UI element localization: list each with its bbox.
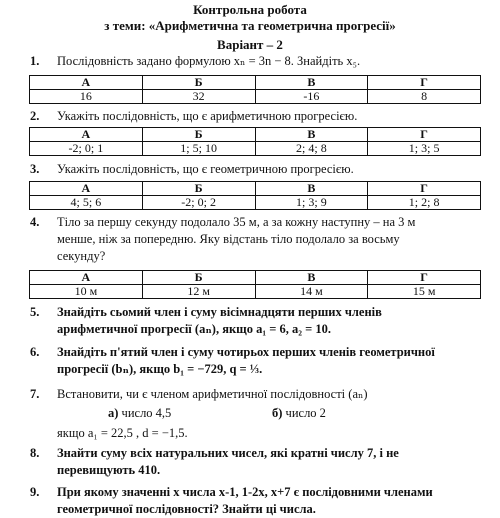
- answer-option: 4; 5; 6: [30, 196, 143, 210]
- option-letter: В: [255, 182, 368, 196]
- option-letter: Г: [368, 128, 481, 142]
- question-text-line-2: менше, ніж за попередню. Яку відстань тіло подолало за восьму: [57, 232, 400, 246]
- answer-option: 1; 2; 8: [368, 196, 481, 210]
- question-number: 1.: [30, 54, 40, 68]
- answer-table-q2: [29, 127, 481, 156]
- option-letter: А: [30, 128, 143, 142]
- answer-option: 1; 3; 5: [368, 142, 481, 156]
- question-text-line-1: При якому значенні x числа x-1, 1-2x, x+7 є послідовними членами: [57, 485, 433, 499]
- option-letter: В: [255, 271, 368, 285]
- question-text-line-3: якщо a₁ = 22,5 , d = −1,5.: [57, 426, 188, 440]
- answer-option: 14 м: [255, 285, 368, 299]
- option-letter: Б: [142, 128, 255, 142]
- question-5: [30, 304, 475, 338]
- question-text: Послідовність задано формулою xₙ = 3n − 8. Знайдіть x₅.: [57, 54, 361, 68]
- question-text-line-1: Тіло за першу секунду подолало 35 м, а за кожну наступну – на 3 м: [57, 215, 416, 229]
- option-letter: Б: [142, 76, 255, 90]
- question-8: [30, 445, 475, 479]
- answer-option: 2; 4; 8: [255, 142, 368, 156]
- page-title: Контрольна робота: [193, 2, 307, 17]
- question-text-line-2: арифметичної прогресії (aₙ), якщо a₁ = 6, a₂ = 10.: [57, 322, 331, 336]
- question-number: 9.: [30, 485, 40, 499]
- option-letter: Б: [142, 182, 255, 196]
- question-1: [30, 53, 475, 70]
- question-7: [30, 386, 475, 403]
- option-letter: В: [255, 128, 368, 142]
- answer-option: 32: [142, 90, 255, 104]
- answer-option: 12 м: [142, 285, 255, 299]
- option-text: число 2: [285, 406, 326, 420]
- question-number: 4.: [30, 215, 40, 229]
- answer-option: 10 м: [30, 285, 143, 299]
- answer-option: -2; 0; 1: [30, 142, 143, 156]
- question-text-line-2: перевищують 410.: [57, 463, 161, 477]
- option-label: б): [272, 406, 283, 420]
- option-text: число 4,5: [121, 406, 172, 420]
- question-text-line-2: геометричної послідовності? Знайти ці числа.: [57, 502, 316, 516]
- answer-table-q3: [29, 181, 481, 210]
- question-text-line-1: Встановити, чи є членом арифметичної послідовності (aₙ): [57, 387, 368, 401]
- answer-option: -16: [255, 90, 368, 104]
- question-text-line-1: Знайти суму всіх натуральних чисел, які кратні числу 7, і не: [57, 446, 399, 460]
- question-3: [30, 161, 475, 178]
- question-text-line-1: Знайдіть сьомий член і суму вісімнадцяти перших членів: [57, 305, 382, 319]
- answer-option: 15 м: [368, 285, 481, 299]
- answer-option: 1; 5; 10: [142, 142, 255, 156]
- question-6: [30, 344, 475, 378]
- topic-line: з теми: «Арифметична та геометрична прогресії»: [104, 18, 396, 33]
- option-letter: А: [30, 76, 143, 90]
- answer-table-q1: [29, 75, 481, 104]
- question-text-line-2: прогресії (bₙ), якщо b₁ = −729, q = ⅓.: [57, 362, 263, 376]
- question-2: [30, 108, 475, 125]
- q7-option-b: [272, 405, 326, 422]
- question-9: [30, 484, 475, 518]
- option-letter: Г: [368, 76, 481, 90]
- q7-option-a: [108, 405, 171, 422]
- question-text: Укажіть послідовність, що є арифметичною прогресією.: [57, 109, 358, 123]
- question-number: 3.: [30, 162, 40, 176]
- answer-table-q4: [29, 270, 481, 299]
- question-number: 7.: [30, 387, 40, 401]
- variant-line: Варіант – 2: [217, 37, 283, 52]
- option-letter: В: [255, 76, 368, 90]
- question-number: 2.: [30, 109, 40, 123]
- question-text-line-3: секунду?: [57, 249, 106, 263]
- answer-option: 8: [368, 90, 481, 104]
- question-text: Укажіть послідовність, що є геометричною прогресією.: [57, 162, 354, 176]
- option-letter: А: [30, 182, 143, 196]
- question-text-line-1: Знайдіть п'ятий член і суму чотирьох перших членів геометричної: [57, 345, 435, 359]
- question-4: [30, 214, 475, 265]
- question-number: 8.: [30, 446, 40, 460]
- option-label: а): [108, 406, 119, 420]
- option-letter: Б: [142, 271, 255, 285]
- question-number: 5.: [30, 305, 40, 319]
- question-number: 6.: [30, 345, 40, 359]
- option-letter: А: [30, 271, 143, 285]
- option-letter: Г: [368, 271, 481, 285]
- answer-option: 16: [30, 90, 143, 104]
- option-letter: Г: [368, 182, 481, 196]
- answer-option: 1; 3; 9: [255, 196, 368, 210]
- answer-option: -2; 0; 2: [142, 196, 255, 210]
